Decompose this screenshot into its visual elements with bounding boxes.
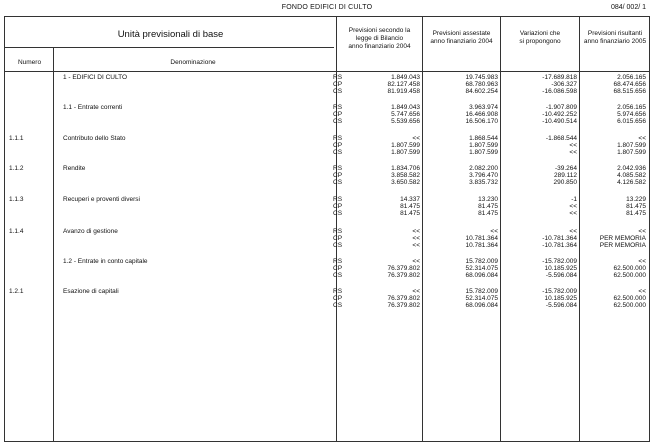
- value-cell: 68.474.656: [613, 81, 646, 88]
- value-cell: -1.907.809: [545, 104, 577, 111]
- value-cell: 81.475: [626, 210, 646, 217]
- row-values-c1: [346, 258, 420, 279]
- value-cell: -16.086.598: [542, 88, 577, 95]
- row-values-c4: [580, 104, 646, 125]
- value-cell: <<: [412, 228, 420, 235]
- row-values-c2: [425, 165, 498, 186]
- value-cell: 1.807.599: [469, 142, 498, 149]
- value-cell: 10.781.364: [465, 242, 498, 249]
- row-values-c4: [580, 135, 646, 156]
- type-label: RS: [333, 165, 343, 172]
- row-code: 1.1.3: [9, 196, 24, 203]
- value-cell: 290.850: [553, 179, 577, 186]
- value-cell: 5.974.656: [617, 111, 646, 118]
- row-values-c2: [425, 104, 498, 125]
- value-cell: 5.747.656: [391, 111, 420, 118]
- row-values-c1: [346, 74, 420, 95]
- value-cell: 15.782.009: [465, 288, 498, 295]
- row-code: 1.1.2: [9, 165, 24, 172]
- value-cell: -10.490.514: [542, 118, 577, 125]
- type-label: CS: [333, 149, 343, 156]
- type-label: RS: [333, 196, 343, 203]
- value-cell: 1.834.706: [391, 165, 420, 172]
- value-cell: <<: [638, 258, 646, 265]
- type-label: CP: [333, 111, 343, 118]
- value-cell: 68.515.656: [613, 88, 646, 95]
- value-cell: 68.096.084: [465, 272, 498, 279]
- row-denomination: Recuperi e proventi diversi: [63, 196, 140, 203]
- row-values-c4: [580, 74, 646, 95]
- row-values-c4: [580, 165, 646, 186]
- value-cell: 84.602.254: [465, 88, 498, 95]
- value-cell: 81.475: [400, 203, 420, 210]
- table-row: [5, 104, 651, 128]
- value-cell: <<: [412, 235, 420, 242]
- value-cell: -10.492.252: [542, 111, 577, 118]
- value-cell: 81.475: [626, 203, 646, 210]
- page-number: 084/ 002/ 1: [610, 4, 646, 11]
- row-values-c2: [425, 135, 498, 156]
- value-cell: 82.127.458: [387, 81, 420, 88]
- value-cell: -10.781.364: [542, 235, 577, 242]
- row-values-c3: [502, 196, 577, 217]
- type-label: RS: [333, 74, 343, 81]
- value-cell: -5.596.084: [545, 302, 577, 309]
- row-code: 1.2.1: [9, 288, 24, 295]
- value-cell: 5.539.656: [391, 118, 420, 125]
- row-denomination: Rendite: [63, 165, 86, 172]
- value-cell: 1.868.544: [469, 135, 498, 142]
- value-cell: 62.500.000: [613, 272, 646, 279]
- value-cell: PER MEMORIA: [599, 242, 646, 249]
- row-values-c3: [502, 135, 577, 156]
- budget-table: [4, 16, 650, 442]
- row-values-c2: [425, 196, 498, 217]
- row-values-c3: [502, 258, 577, 279]
- value-cell: <<: [569, 210, 577, 217]
- row-values-c2: [425, 258, 498, 279]
- value-cell: 15.782.009: [465, 258, 498, 265]
- value-cell: 2.056.165: [617, 74, 646, 81]
- value-cell: 1.849.043: [391, 104, 420, 111]
- row-values-c3: [502, 288, 577, 309]
- row-values-c1: [346, 288, 420, 309]
- row-denomination: Contributo dello Stato: [63, 135, 126, 142]
- value-cell: <<: [569, 228, 577, 235]
- value-cell: 3.796.470: [469, 172, 498, 179]
- value-cell: 1.807.599: [617, 142, 646, 149]
- row-denomination: Esazione di capitali: [63, 288, 119, 295]
- value-cell: 16.506.170: [465, 118, 498, 125]
- row-code: 1.1.1: [9, 135, 24, 142]
- value-cell: <<: [412, 135, 420, 142]
- table-row: [5, 74, 651, 98]
- type-label: CS: [333, 88, 343, 95]
- value-cell: 1.807.599: [391, 142, 420, 149]
- value-cell: 52.314.075: [465, 295, 498, 302]
- type-label: CS: [333, 242, 343, 249]
- value-cell: 2.056.165: [617, 104, 646, 111]
- value-cell: 3.858.582: [391, 172, 420, 179]
- value-cell: 14.337: [400, 196, 420, 203]
- row-values-c3: [502, 74, 577, 95]
- row-values-c4: [580, 288, 646, 309]
- row-denomination: 1 - EDIFICI DI CULTO: [63, 74, 128, 81]
- row-values-c3: [502, 104, 577, 125]
- value-cell: 81.475: [478, 210, 498, 217]
- value-cell: 1.807.599: [391, 149, 420, 156]
- row-values-c3: [502, 165, 577, 186]
- value-cell: 81.475: [400, 210, 420, 217]
- column-header-col2: Previsioni assestate anno finanziario 2004: [430, 30, 493, 45]
- row-values-c4: [580, 196, 646, 217]
- value-cell: 62.500.000: [613, 295, 646, 302]
- value-cell: -15.782.009: [542, 288, 577, 295]
- row-values-c2: [425, 74, 498, 95]
- divider-base-title: [5, 47, 334, 48]
- type-label: RS: [333, 258, 343, 265]
- type-label: RS: [333, 288, 343, 295]
- value-cell: 76.379.802: [387, 295, 420, 302]
- table-row: [5, 258, 651, 282]
- document-title: FONDO EDIFICI DI CULTO: [281, 4, 373, 11]
- value-cell: -17.689.818: [542, 74, 577, 81]
- value-cell: 81.475: [478, 203, 498, 210]
- value-cell: 10.185.925: [544, 265, 577, 272]
- row-values-c3: [502, 228, 577, 249]
- type-label: CS: [333, 302, 343, 309]
- column-header-col4: Previsioni risultanti anno finanziario 2005: [583, 30, 647, 45]
- value-cell: 4.126.582: [617, 179, 646, 186]
- value-cell: 52.314.075: [465, 265, 498, 272]
- value-cell: -1.868.544: [545, 135, 577, 142]
- value-cell: 76.379.802: [387, 272, 420, 279]
- type-label: CS: [333, 179, 343, 186]
- value-cell: 2.042.936: [617, 165, 646, 172]
- type-label: CP: [333, 172, 343, 179]
- value-cell: 76.379.802: [387, 302, 420, 309]
- type-label: CS: [333, 272, 343, 279]
- type-label: CS: [333, 210, 343, 217]
- value-cell: 1.849.043: [391, 74, 420, 81]
- value-cell: <<: [412, 242, 420, 249]
- value-cell: 68.780.963: [465, 81, 498, 88]
- type-label: RS: [333, 104, 343, 111]
- row-values-c4: [580, 258, 646, 279]
- column-header-col1: Previsioni secondo la legge di Bilancio anno finanziario 2004: [348, 27, 411, 50]
- value-cell: 13.229: [626, 196, 646, 203]
- value-cell: <<: [412, 288, 420, 295]
- row-denomination: 1.1 - Entrate correnti: [63, 104, 123, 111]
- value-cell: 10.185.925: [544, 295, 577, 302]
- value-cell: <<: [569, 149, 577, 156]
- value-cell: 289.112: [553, 172, 577, 179]
- type-label: RS: [333, 228, 343, 235]
- value-cell: 6.015.656: [617, 118, 646, 125]
- row-values-c1: [346, 228, 420, 249]
- value-cell: 3.963.974: [469, 104, 498, 111]
- value-cell: <<: [490, 228, 498, 235]
- type-label: CP: [333, 235, 343, 242]
- value-cell: -1: [571, 196, 577, 203]
- table-row: [5, 135, 651, 159]
- value-cell: <<: [412, 258, 420, 265]
- value-cell: 19.745.983: [465, 74, 498, 81]
- table-row: [5, 228, 651, 252]
- value-cell: -306.327: [551, 81, 577, 88]
- value-cell: 2.082.200: [469, 165, 498, 172]
- type-label: RS: [333, 135, 343, 142]
- row-values-c4: [580, 228, 646, 249]
- type-label: CP: [333, 81, 343, 88]
- value-cell: 3.650.582: [391, 179, 420, 186]
- value-cell: <<: [569, 142, 577, 149]
- value-cell: 1.807.599: [617, 149, 646, 156]
- value-cell: 16.466.908: [465, 111, 498, 118]
- value-cell: 10.781.364: [465, 235, 498, 242]
- value-cell: 62.500.000: [613, 265, 646, 272]
- value-cell: <<: [638, 228, 646, 235]
- table-row: [5, 165, 651, 189]
- value-cell: 62.500.000: [613, 302, 646, 309]
- row-values-c2: [425, 288, 498, 309]
- column-header-col3: Variazioni che si propongono: [519, 30, 561, 45]
- row-values-c1: [346, 196, 420, 217]
- row-values-c2: [425, 228, 498, 249]
- type-label: CS: [333, 118, 343, 125]
- value-cell: PER MEMORIA: [599, 235, 646, 242]
- type-label: CP: [333, 265, 343, 272]
- row-denomination: 1.2 - Entrate in conto capitale: [63, 258, 148, 265]
- value-cell: -10.781.364: [542, 242, 577, 249]
- value-cell: 13.230: [478, 196, 498, 203]
- value-cell: -5.596.084: [545, 272, 577, 279]
- value-cell: 3.835.732: [469, 179, 498, 186]
- value-cell: 1.807.599: [469, 149, 498, 156]
- row-values-c1: [346, 165, 420, 186]
- row-values-c1: [346, 104, 420, 125]
- table-row: [5, 288, 651, 312]
- value-cell: -39.264: [554, 165, 577, 172]
- value-cell: <<: [569, 203, 577, 210]
- column-header-denomination: Denominazione: [170, 59, 216, 66]
- divider-header: [5, 71, 649, 72]
- value-cell: 76.379.802: [387, 265, 420, 272]
- value-cell: <<: [638, 135, 646, 142]
- value-cell: 4.085.582: [617, 172, 646, 179]
- row-denomination: Avanzo di gestione: [63, 228, 118, 235]
- value-cell: -15.782.009: [542, 258, 577, 265]
- type-label: CP: [333, 142, 343, 149]
- column-header-number: Numero: [17, 59, 42, 66]
- value-cell: 68.096.084: [465, 302, 498, 309]
- value-cell: <<: [638, 288, 646, 295]
- table-row: [5, 196, 651, 220]
- row-values-c1: [346, 135, 420, 156]
- type-label: CP: [333, 203, 343, 210]
- type-label: CP: [333, 295, 343, 302]
- row-code: 1.1.4: [9, 228, 24, 235]
- base-units-title: Unità previsionali di base: [117, 29, 224, 40]
- value-cell: 81.919.458: [387, 88, 420, 95]
